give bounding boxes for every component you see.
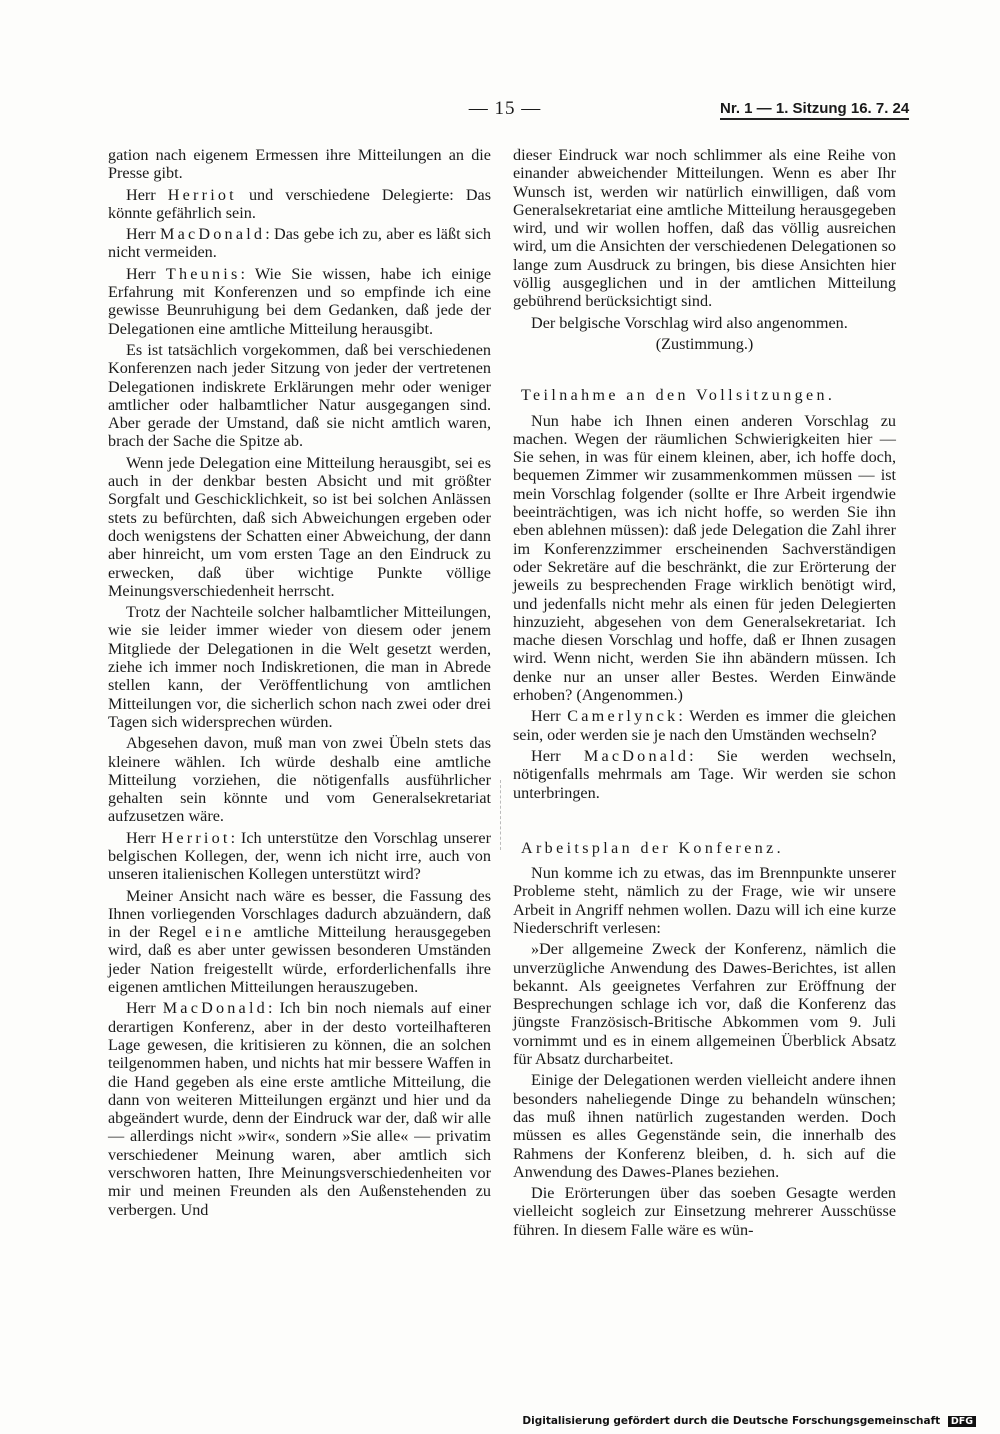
paragraph: Meiner Ansicht nach wäre es besser, die Fassung des Ihnen vorliegenden Vorschlages dadurch abzuändern, daß in der Regel eine amtliche Mitteilung herausgegeben wird, daß es aber unter gewissen besonderen Umständen jeder Nation freigestellt würde, erforderlichenfalls ihre eigenen amtlichen Mitteilungen herauszugeben. <box>108 886 491 997</box>
page-header <box>0 98 1000 124</box>
speaker-name: MacDonald <box>162 999 268 1018</box>
speaker-name: Herriot <box>167 185 237 204</box>
speaker-name: MacDonald <box>160 225 266 244</box>
section-heading: Teilnahme an den Vollsitzungen. <box>521 387 836 405</box>
paragraph: Der belgische Vorschlag wird also angenommen. <box>531 313 848 332</box>
paragraph: Herr MacDonald: Das gebe ich zu, aber es läßt sich nicht vermeiden. <box>108 225 491 262</box>
paragraph: Herr MacDonald: Ich bin noch niemals auf einer derartigen Konferenz, aber in der desto vorteilhafteren Lage gewesen, die kritisieren zu können, die an solchen teilgenommen haben, und nichts hat mir bessere Waffen in die Hand gegeben als eine erste amtliche Mitteilung, die dann von weiteren Mitteilungen ergänzt und hier und da abgeändert wurde, denn der Eindruck war der, daß wir alle — allerdings nicht »wir«, sondern »Sie alle« — privatim verschiedener Meinung waren, aber amtlich sich verschworen hatten, Ihre Meinungsverschiedenheiten vor mir und meinen Freunden als den Außenstehenden zu verbergen. Und <box>108 999 491 1219</box>
paragraph: Nun komme ich zu etwas, das im Brennpunkte unserer Probleme steht, nämlich zu der Frage, wie wir unsere Arbeit in Angriff nehmen wollen. Dazu will ich eine kurze Niederschrift verlesen: <box>513 864 896 937</box>
dfg-logo: DFG <box>948 1416 976 1427</box>
paragraph: Es ist tatsächlich vorgekommen, daß bei verschiedenen Konferenzen nach jeder Sitzung von jeder der vertretenen Delegationen indiskrete Erklärungen mehr oder weniger amtlicher oder halbamtlicher Natur ausgegangen sind. Aber gerade der Umstand, daß sie nicht amtlich waren, brach der Sache die Spitze ab. <box>108 340 491 451</box>
paragraph: gation nach eigenem Ermessen ihre Mitteilungen an die Presse gibt. <box>108 146 491 183</box>
paragraph: Herr MacDonald: Sie werden wechseln, nötigenfalls mehrmals am Tage. Wir werden sie schon unterbringen. <box>513 746 896 802</box>
speaker-name: Theunis <box>165 264 241 283</box>
paragraph: (Zustimmung.) <box>655 334 754 353</box>
credit-text: Digitalisierung gefördert durch die Deutsche Forschungsgemeinschaft <box>522 1415 941 1427</box>
paragraph: Abgesehen davon, muß man von zwei Übeln stets das kleinere wählen. Ich würde deshalb eine amtliche Mitteilung vorziehen, die nötigenfalls ausführlicher gehalten sein könnte und vom Generalsekretariat aufzusetzen wäre. <box>108 734 491 826</box>
digitization-credit <box>522 1415 976 1427</box>
paragraph: Einige der Delegationen werden vielleicht andere ihnen besonders naheliegende Dinge zu behandeln wünschen; das muß ihnen natürlich zugestanden werden. Doch müssen es alles Gegenstände sein, die innerhalb des Rahmens der Konferenz bleiben, d. h. sich auf die Anwendung des Dawes-Planes beziehen. <box>513 1071 896 1181</box>
section-heading: Arbeitsplan der Konferenz. <box>521 839 784 857</box>
emphasis: eine <box>205 923 245 942</box>
right-column <box>513 146 896 1242</box>
left-column <box>108 146 491 1222</box>
paragraph: »Der allgemeine Zweck der Konferenz, nämlich die unverzügliche Anwendung des Dawes-Berichtes, ist allen bekannt. Als geeignetes Verfahren zur Eröffnung der Besprechungen schlage ich vor, daß die Konferenz das jüngste Französisch-Britische Abkommen vom 9. Juli vornimmt und es in einem allgemeinen Überblick Absatz für Absatz durcharbeitet. <box>513 940 896 1069</box>
paragraph: Herr Theunis: Wie Sie wissen, habe ich einige Erfahrung mit Konferenzen und so empfinde ich eine gewisse Beunruhigung bei dem Gedanken, daß jede der Delegationen eine amtliche Mitteilung herausgibt. <box>108 264 492 338</box>
paragraph: Herr Camerlynck: Werden es immer die gleichen sein, oder werden sie je nach den Umständen wechseln? <box>513 707 896 744</box>
speaker-name: MacDonald <box>583 746 690 765</box>
paragraph: Nun habe ich Ihnen einen anderen Vorschlag zu machen. Wegen der räumlichen Schwierigkeiten hier — Sie sehen, in was für einem kleinen, aber, ich hoffe doch, bequemen Zimmer wir zusammenkommen müssen — ist mein Vorschlag folgender (sollte er Ihre Arbeit irgendwie beeinträchtigen, was ich nicht hoffe, so werden Sie ihn eben ablehnen müssen): daß jede Delegation die Zahl ihrer im Konferenzzimmer erscheinenden Sachverständigen oder Sekretäre auf die beschränkt, die zur Erörterung der jeweils zu besprechenden Frage wirklich benötigt wird, und jedenfalls nicht mehr als einen für jeden Delegierten hinzuzieht, abgesehen von dem Generalsekretariat. Ich mache diesen Vorschlag und hoffe, daß er Ihnen zusagen wird. Wenn nicht, werden Sie ihn abändern müssen. Ich denke nur an unser aller Bestes. Werden Einwände erhoben? (Angenommen.) <box>513 411 896 705</box>
paragraph: Herr Herriot und verschiedene Delegierte: Das könnte gefährlich sein. <box>108 185 491 222</box>
page-number: — 15 — <box>468 98 542 119</box>
paragraph: dieser Eindruck war noch schlimmer als eine Reihe von einander abweichender Mitteilungen. Wenn es aber Ihr Wunsch ist, werden wir natürlich einwilligen, daß vom Generalsekretariat eine amtliche Mitteilung herausgegeben wird, und wir wollen hoffen, daß das völlig ausreichen wird, um die Ansichten der verschiedenen Delegationen so lange zum Ausdruck zu bringen, bis diese Ansichten hier völlig ausgeglichen und in der amtlichen Mitteilung gebührend berücksichtigt sind. <box>513 146 896 311</box>
paragraph: Wenn jede Delegation eine Mitteilung herausgibt, sei es auch in der denkbar besten Absicht und mit größter Sorgfalt und Geschicklichkeit, so ist bei solchen Anlässen stets zu befürchten, daß sich Abweichungen ergeben oder doch wenigstens der Schatten einer Abweichung, der dann aber hinreicht, um vom ersten Tage an den Eindruck zu erwecken, daß über wichtige Punkte völlige Meinungsverschiedenheit herrscht. <box>108 453 491 600</box>
session-reference: Nr. 1 — 1. Sitzung 16. 7. 24 <box>720 100 909 120</box>
column-divider <box>500 780 502 850</box>
speaker-name: Camerlynck <box>567 707 679 726</box>
paragraph: Trotz der Nachteile solcher halbamtlicher Mitteilungen, wie sie leider immer wieder von diesem oder jenem Mitgliede der Delegationen in die Welt gesetzt werden, ziehe ich immer noch Indiskretionen, die man in Abrede stellen kann, der Veröffentlichung von amtlichen Mitteilungen vor, die sicherlich schon nach zwei oder drei Tagen sich widersprechen würden. <box>108 603 491 731</box>
paragraph: Herr Herriot: Ich unterstütze den Vorschlag unserer belgischen Kollegen, der, wenn ich nicht irre, auch von unseren italienischen Kollegen unterstützt wird? <box>108 828 492 884</box>
paragraph: Die Erörterungen über das soeben Gesagte werden vielleicht sogleich zur Einsetzung mehrerer Ausschüsse führen. In diesem Falle wäre es wün- <box>513 1184 896 1239</box>
speaker-name: Herriot <box>161 828 231 847</box>
